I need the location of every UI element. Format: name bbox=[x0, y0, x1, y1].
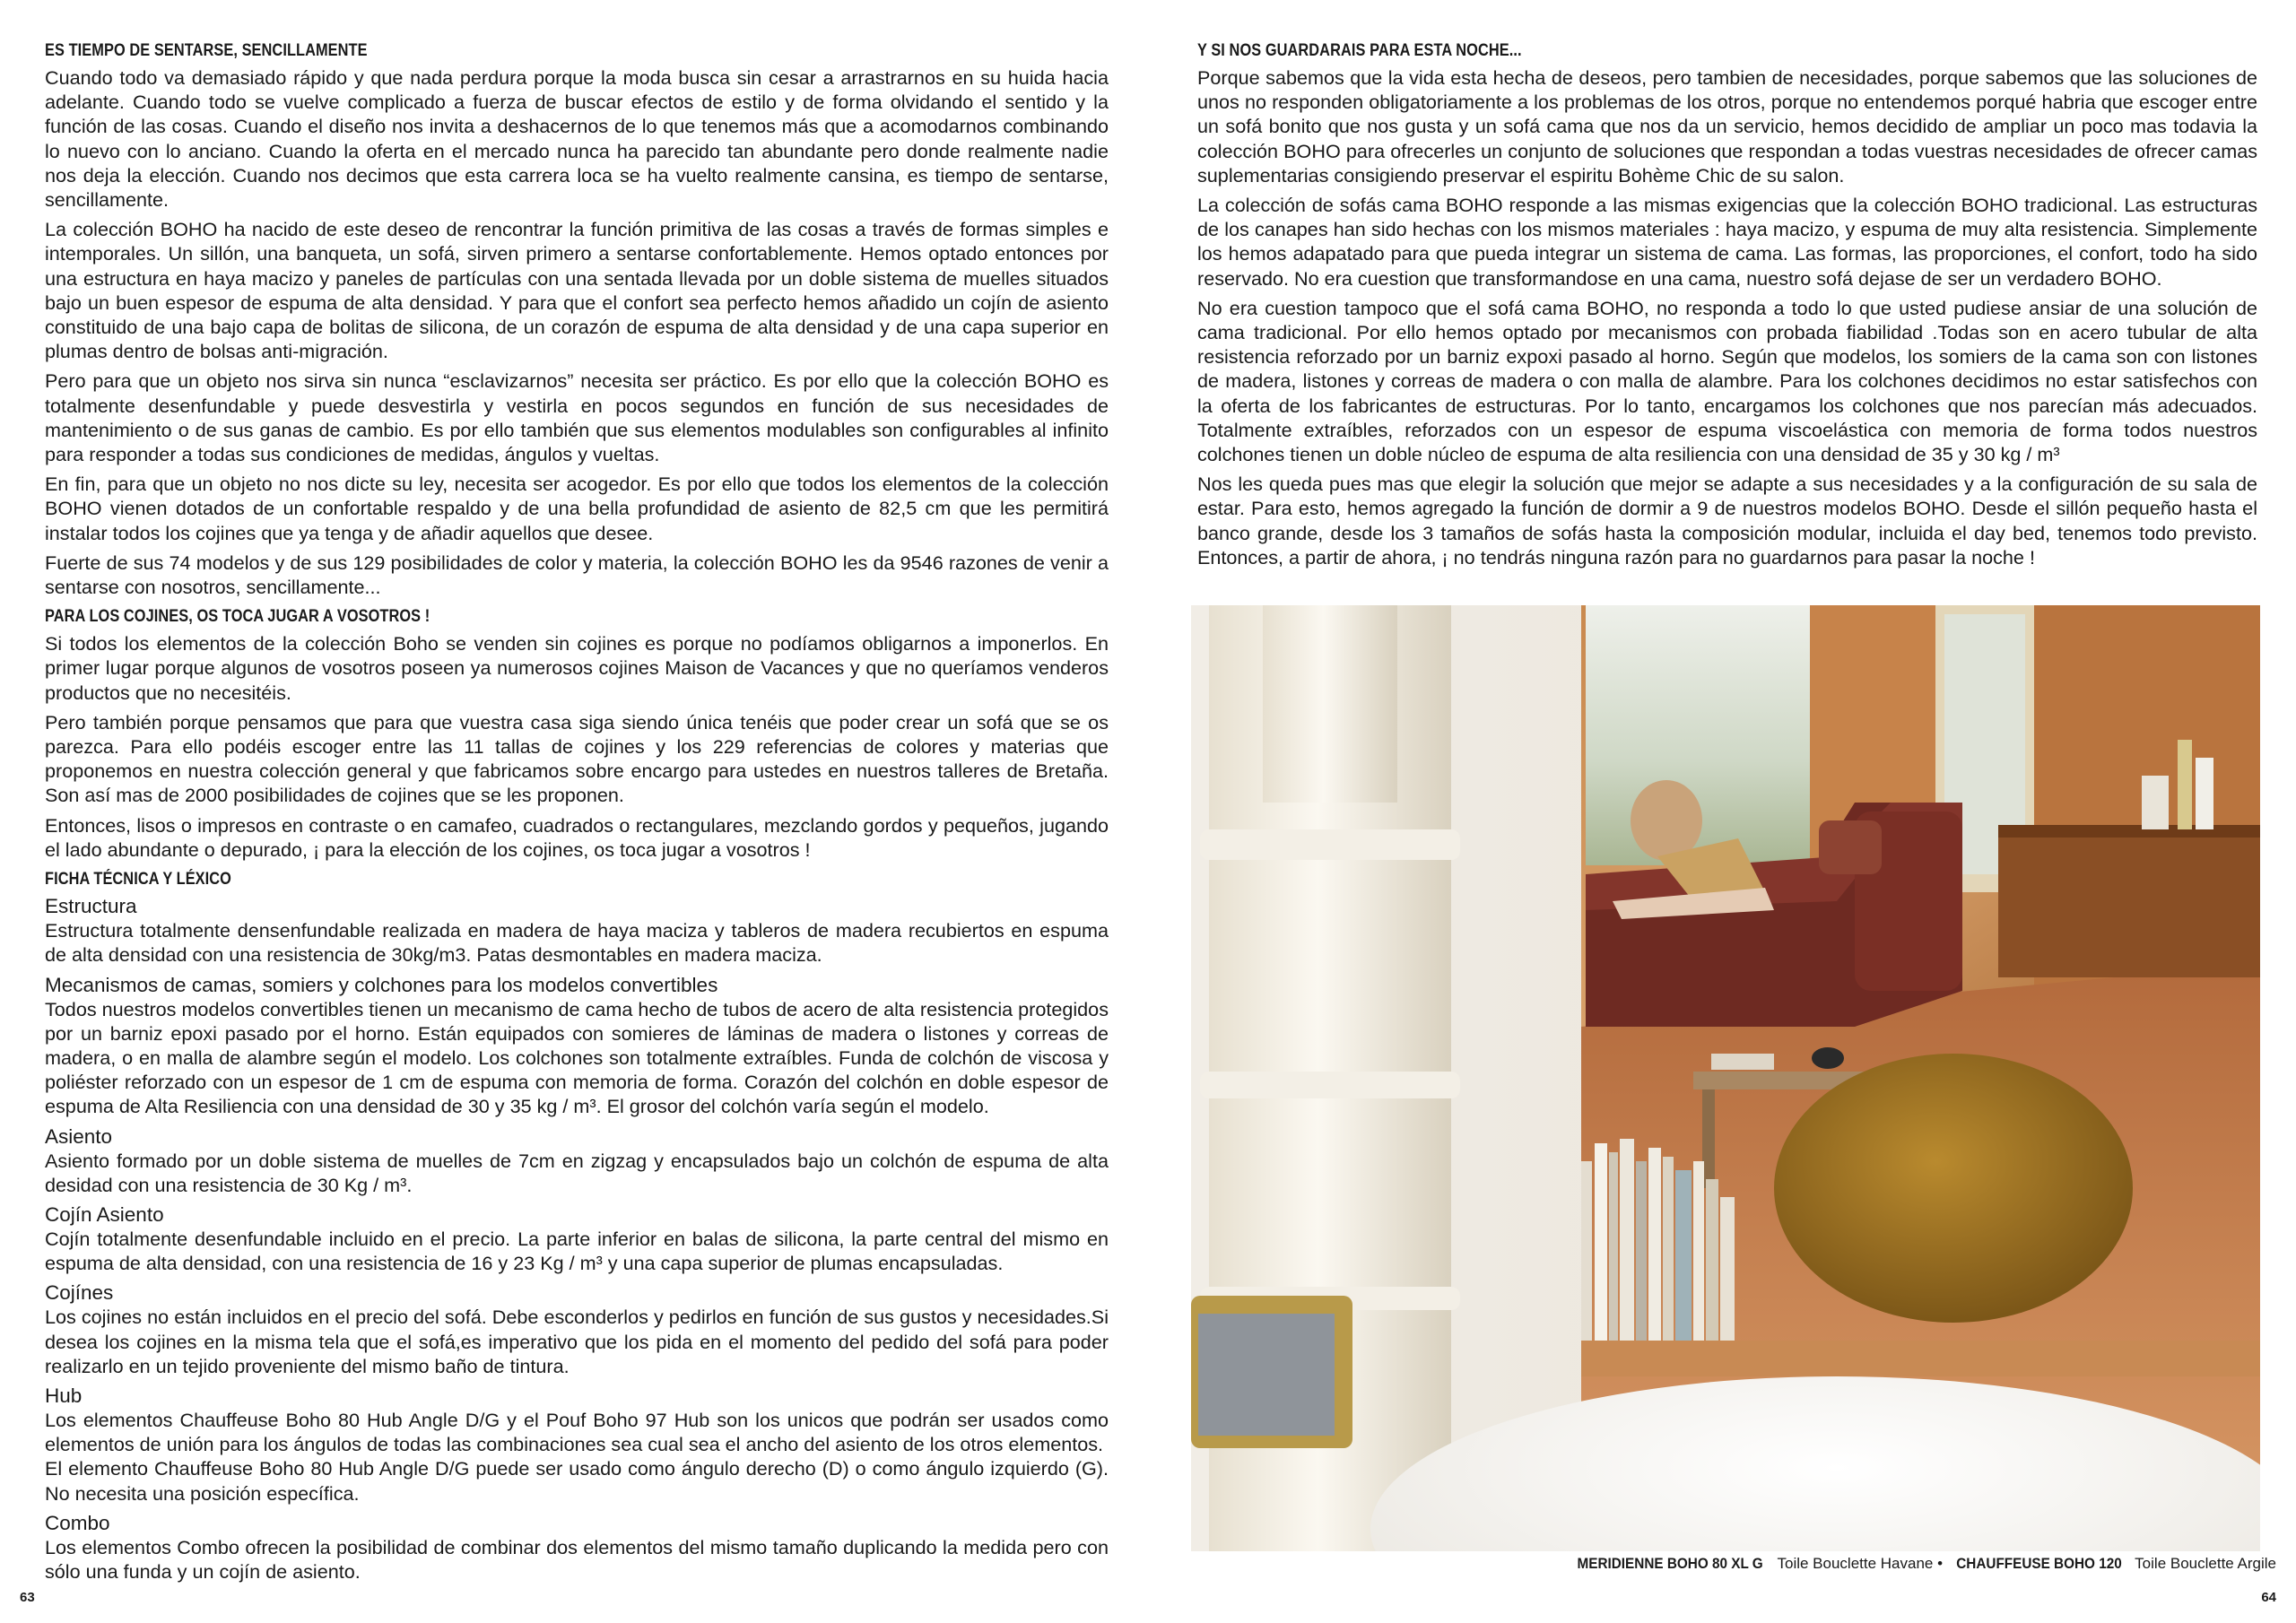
paragraph: Los cojines no están incluidos en el precio del sofá. Debe esconderlos y pedirlos en función de sus gustos y necesidades.Si desea los cojines en la misma tela que el sofá,es imperativo que los pida en el momento del pedido del sofá para poder realizarlo en un tejido proveniente del mismo baño de tintura. bbox=[45, 1306, 1109, 1377]
section-heading: PARA LOS COJINES, OS TOCA JUGAR A VOSOTROS ! bbox=[45, 607, 430, 627]
subheading: Estructura bbox=[45, 895, 137, 918]
page-number: 64 bbox=[2261, 1590, 2276, 1605]
caption-fabric: Toile Bouclette Argile bbox=[2130, 1555, 2276, 1572]
paragraph: Entonces, lisos o impresos en contraste o en camafeo, cuadrados o rectangulares, mezclando gordos y pequeños, jugando el lado abundante o depurado, ¡ para la elección de los cojines, os toca jugar a vosotros ! bbox=[45, 813, 1109, 861]
subheading: Mecanismos de camas, somiers y colchones para los modelos convertibles bbox=[45, 973, 718, 996]
paragraph: Cuando todo va demasiado rápido y que nada perdura porque la moda busca sin cesar a arrastrarnos en su huida hacia adelante. Cuando todo se vuelve complicado a fuerza de buscar efectos de estilo y de forma olvidando el sentido y la función de las cosas. Cuando el diseño nos invita a deshacernos de lo que tenemos más que a acomodarnos combinando lo nuevo con lo anciano. Cuando la oferta en el mercado nunca ha parecido tan abundante pero donde realmente nadie nos deja la elección. Cuando nos decimos que esta carrera loca se ha vuelto realmente cansina, es tiempo de sentarse, sencillamente. bbox=[45, 66, 1109, 212]
photo-caption bbox=[1567, 1555, 2276, 1573]
photo-illustration bbox=[1191, 605, 2260, 1551]
paragraph: La colección de sofás cama BOHO responde a las mismas exigencias que la colección BOHO tradicional. Las estructuras de los canapes han sido hechas con los mismos materiales : haya macizo, y espuma de muy alta resistencia. Simplemente los hemos adapatado para que pueda integrar un sistema de cama. Las formas, las proporciones, el confort, todo ha sido reservado. No era cuestion que transformandose en una cama, nuestro sofá dejase de ser un verdadero BOHO. bbox=[1197, 194, 2257, 290]
living-room-photo bbox=[1191, 605, 2260, 1551]
caption-model: CHAUFFEUSE BOHO 120 bbox=[1956, 1555, 2122, 1572]
subheading: Cojínes bbox=[45, 1281, 114, 1305]
caption-model: MERIDIENNE BOHO 80 XL G bbox=[1577, 1555, 1763, 1572]
paragraph: Los elementos Chauffeuse Boho 80 Hub Angle D/G y el Pouf Boho 97 Hub son los unicos que podrán ser usados como elementos de unión para los ángulos de todas las combinaciones sea cual sea el ancho del asiento de los otros elementos. bbox=[45, 1408, 1109, 1456]
paragraph: Todos nuestros modelos convertibles tienen un mecanismo de cama hecho de tubos de acero de alta resistencia protegidos por un barniz epoxi pasado por el horno. Están equipados con somieres de láminas de madera o listones y correas de madera, o en malla de alambre según el modelo. Los colchones son totalmente extraíbles. Funda de colchón de viscosa y poliéster reforzado con un espesor de 1 cm de espuma con memoria de forma. Corazón del colchón en doble espesor de espuma de Alta Resiliencia con una densidad de 30 y 35 kg / m³. El grosor del colchón varía según el modelo. bbox=[45, 997, 1109, 1118]
section-heading: ES TIEMPO DE SENTARSE, SENCILLAMENTE bbox=[45, 41, 368, 60]
paragraph: Cojín totalmente desenfundable incluido en el precio. La parte inferior en balas de silicona, la parte central del mismo en espuma de alta densidad, con una resistencia de 16 y 23 Kg / m³ y una capa superior de plumas encapsuladas. bbox=[45, 1227, 1109, 1275]
subheading: Cojín Asiento bbox=[45, 1202, 164, 1226]
page-number: 63 bbox=[20, 1590, 35, 1605]
paragraph: Los elementos Combo ofrecen la posibilidad de combinar dos elementos del mismo tamaño duplicando la medida pero con sólo una funda y un cojín de asiento. bbox=[45, 1535, 1109, 1583]
right-text-column bbox=[1197, 39, 2257, 575]
section-heading: FICHA TÉCNICA Y LÉXICO bbox=[45, 870, 231, 890]
paragraph: Si todos los elementos de la colección Boho se venden sin cojines es porque no podíamos obligarnos a imponerlos. En primer lugar porque algunos de vosotros poseen ya numerosos cojines Maison de Vacances y que no queríamos venderos productos que no necesitéis. bbox=[45, 632, 1109, 704]
paragraph: El elemento Chauffeuse Boho 80 Hub Angle D/G puede ser usado como ángulo derecho (D) o como ángulo izquierdo (G). No necesita una posición específica. bbox=[45, 1457, 1109, 1505]
paragraph: Pero para que un objeto nos sirva sin nunca “esclavizarnos” necesita ser práctico. Es por ello que la colección BOHO es totalmente desenfundable y puede desvestirla y vestirla en pocos segundos en función de sus necesidades de mantenimiento o de sus ganas de cambio. Es por ello también que sus elementos modulables son configurables al infinito para responder a todas sus condiciones de medidas, ángulos y vueltas. bbox=[45, 369, 1109, 466]
paragraph: Porque sabemos que la vida esta hecha de deseos, pero tambien de necesidades, porque sabemos que las soluciones de unos no responden obligatoriamente a los problemas de los otros, porque no entendemos porqué habria que escoger entre un sofá bonito que nos gusta y un sofá cama que nos da un servicio, hemos decidido de ampliar un poco mas todavia la colección BOHO para ofrecerles un conjunto de soluciones que respondan a todas vuestras necesidades de ofrecer camas suplementarias consigiendo preservar el espiritu Bohème Chic de su salon. bbox=[1197, 66, 2257, 187]
paragraph: La colección BOHO ha nacido de este deseo de rencontrar la función primitiva de las cosas a través de formas simples e intemporales. Un sillón, una banqueta, un sofá, sirven primero a sentarse confortablemente. Hemos optado entonces por una estructura en haya macizo y paneles de partículas con una sentada llevada por un doble sistema de muelles situados bajo un buen espesor de espuma de alta densidad. Y para que el confort sea perfecto hemos añadido un cojín de asiento constituido de una bajo capa de bolitas de silicona, de un corazón de espuma de alta densidad y de una capa superior en plumas dentro de bolsas anti-migración. bbox=[45, 218, 1109, 363]
paragraph: En fin, para que un objeto no nos dicte su ley, necesita ser acogedor. Es por ello que todos los elementos de la colección BOHO vienen dotados de un confortable respaldo y de una bella profundidad de asiento de 82,5 cm que les permitirá instalar todos los cojines que ya tenga y de añadir aquellos que desee. bbox=[45, 473, 1109, 544]
paragraph: Asiento formado por un doble sistema de muelles de 7cm en zigzag y encapsulados bajo un colchón de espuma de alta desidad con una resistencia de 30 Kg / m³. bbox=[45, 1149, 1109, 1196]
subheading: Hub bbox=[45, 1384, 83, 1407]
paragraph: Estructura totalmente densenfundable realizada en madera de haya maciza y tableros de madera recubiertos en espuma de alta densidad con una resistencia de 30kg/m3. Patas desmontables en madera maciza. bbox=[45, 919, 1109, 967]
paragraph: Pero también porque pensamos que para que vuestra casa siga siendo única tenéis que poder crear un sofá que se os parezca. Para ello podéis escoger entre las 11 tallas de cojines y los 229 referencias de colores y materias que proponemos en nuestra colección general y que fabricamos sobre encargo para ustedes en nuestros talleres de Bretaña. Son así mas de 2000 posibilidades de cojines que se les proponen. bbox=[45, 710, 1109, 807]
section-heading: Y SI NOS GUARDARAIS PARA ESTA NOCHE... bbox=[1197, 41, 1522, 60]
left-text-column bbox=[45, 39, 1109, 1589]
paragraph: Fuerte de sus 74 modelos y de sus 129 posibilidades de color y materia, la colección BOHO les da 9546 razones de venir a sentarse con nosotros, sencillamente... bbox=[45, 551, 1109, 599]
caption-fabric: Toile Bouclette Havane • bbox=[1773, 1555, 1947, 1572]
subheading: Asiento bbox=[45, 1124, 113, 1148]
paragraph: Nos les queda pues mas que elegir la solución que mejor se adapte a sus necesidades y a la configuración de su sala de estar. Para esto, hemos agregado la función de dormir a 9 de nuestros modelos BOHO. Desde el sillón pequeño hasta el banco grande, desde los 3 tamaños de sofás hasta la composición modular, incluida el day bed, tenemos todo previsto. Entonces, a partir de ahora, ¡ no tendrás ninguna razón para no guardarnos para pasar la noche ! bbox=[1197, 473, 2257, 568]
right-page bbox=[1148, 0, 2296, 1623]
subheading: Combo bbox=[45, 1511, 110, 1534]
paragraph: No era cuestion tampoco que el sofá cama BOHO, no responda a todo lo que usted pudiese ansiar de una solución de cama tradicional. Por ello hemos optado por mecanismos con probada fiabilidad .Todas son en acero tubular de alta resistencia reforzado por un barniz expoxi pasado al horno. Según que modelos, los somiers de la cama son con listones de madera, listones y correas de madera o con malla de alambre. Para los colchones decidimos no estar satisfechos con la oferta de los fabricantes de estructuras. Por lo tanto, encargamos los colchones que nos parecían más adecuados. Totalmente extraíbles, reforzados con un espesor de espuma viscoelástica con memoria de forma todos nuestros colchones tienen un doble núcleo de espuma de alta resiliencia con una densidad de 35 y 30 kg / m³ bbox=[1197, 296, 2257, 466]
